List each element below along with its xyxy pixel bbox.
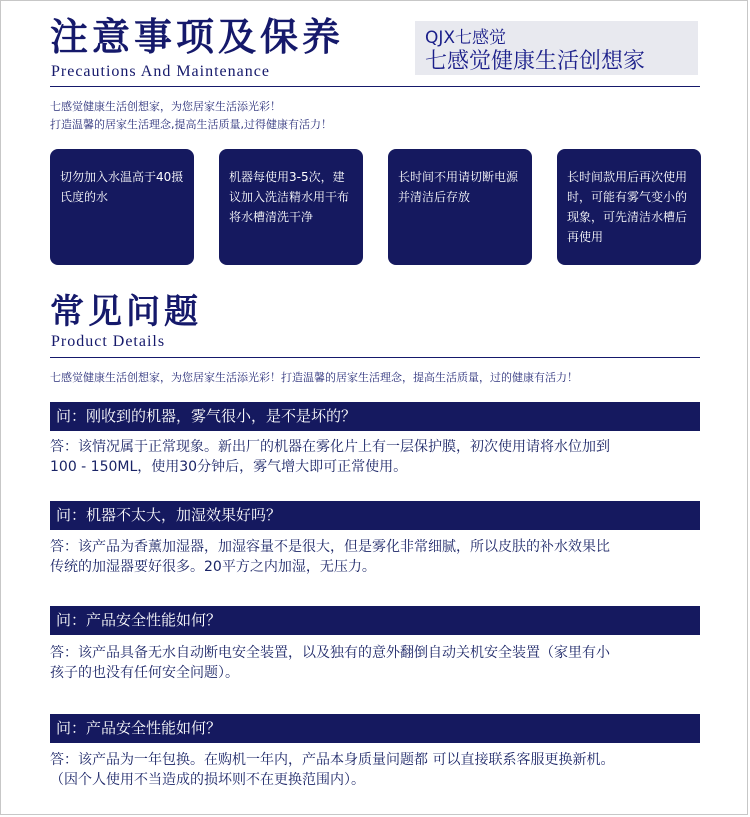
faq-answer [50, 537, 715, 577]
care-card [219, 149, 363, 265]
page-subtitle: Precautions And Maintenance [51, 63, 270, 80]
care-card [388, 149, 532, 265]
faq-title: 常见问题 [50, 292, 202, 332]
faq-question: 问：产品安全性能如何？ [50, 606, 700, 635]
intro-line-1: 七感觉健康生活创想家，为您居家生活添光彩！ [50, 100, 281, 113]
brand-slogan: 七感觉健康生活创想家 [425, 49, 646, 74]
faq-question: 问：刚收到的机器，雾气很小，是不是坏的？ [50, 402, 700, 431]
faq-answer [50, 437, 715, 477]
care-card-text: 机器每使用3-5次，建议加入洗洁精水用干布将水槽清洗干净 [229, 170, 350, 224]
care-card [50, 149, 194, 265]
faq-divider [50, 357, 700, 358]
faq-answer-line: 答：该产品具备无水自动断电安全装置，以及独有的意外翻倒自动关机安全装置（家里有小 [50, 645, 610, 661]
faq-answer-line: （因个人使用不当造成的损坏则不在更换范围内）。 [50, 772, 365, 788]
care-card-text: 切勿加入水温高于40摄氏度的水 [60, 170, 184, 204]
care-card-text: 长时间不用请切断电源并清洁后存放 [398, 170, 519, 204]
faq-subtitle: Product Details [51, 333, 166, 350]
faq-answer-line: 答：该情况属于正常现象。新出厂的机器在雾化片上有一层保护膜，初次使用请将水位加到 [50, 439, 610, 455]
faq-answer-line: 100 - 150ML，使用30分钟后，雾气增大即可正常使用。 [50, 459, 408, 475]
intro-line-2: 打造温馨的居家生活理念,提高生活质量,过得健康有活力！ [50, 118, 332, 131]
brand-name: QJX七感觉 [425, 28, 507, 48]
faq-answer [50, 750, 715, 790]
faq-answer [50, 643, 715, 683]
faq-answer-line: 答：该产品为香薰加湿器，加湿容量不是很大，但是雾化非常细腻，所以皮肤的补水效果比 [50, 539, 610, 555]
faq-question: 问：产品安全性能如何？ [50, 714, 700, 743]
page-title: 注意事项及保养 [50, 14, 345, 59]
faq-answer-line: 传统的加湿器要好很多。20平方之内加湿，无压力。 [50, 559, 376, 575]
faq-answer-line: 答：该产品为一年包换。在购机一年内，产品本身质量问题都 可以直接联系客服更换新机。 [50, 752, 615, 768]
header-divider [50, 86, 700, 87]
care-card-text: 长时间款用后再次使用时，可能有雾气变小的现象，可先清洁水槽后再使用 [567, 170, 688, 244]
faq-tagline: 七感觉健康生活创想家，为您居家生活添光彩！打造温馨的居家生活理念，提高生活质量，过的健康有活力！ [50, 371, 578, 384]
care-card [557, 149, 701, 265]
faq-answer-line: 孩子的也没有任何安全问题）。 [50, 665, 239, 681]
faq-question: 问：机器不太大，加湿效果好吗？ [50, 501, 700, 530]
